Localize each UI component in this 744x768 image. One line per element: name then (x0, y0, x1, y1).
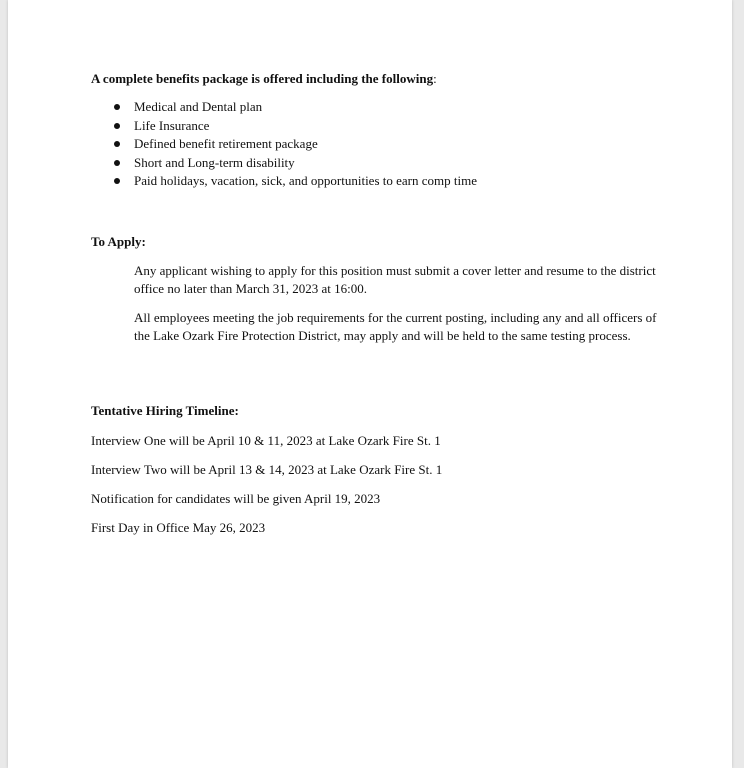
benefits-heading-text: A complete benefits package is offered including the following (91, 71, 434, 86)
apply-paragraph-deadline: Any applicant wishing to apply for this position must submit a cover letter and resume to the district office no later than March 31, 2023 at 16:00. (134, 263, 656, 296)
benefit-item: Paid holidays, vacation, sick, and opportunities to earn comp time (110, 172, 477, 191)
benefits-list (110, 98, 477, 191)
timeline-item-interview-one: Interview One will be April 10 & 11, 2023 at Lake Ozark Fire St. 1 (91, 433, 441, 448)
benefit-item: Life Insurance (110, 117, 477, 136)
timeline-item-notification: Notification for candidates will be given April 19, 2023 (91, 491, 381, 506)
timeline-heading: Tentative Hiring Timeline: (91, 403, 239, 418)
benefit-item: Short and Long-term disability (110, 154, 477, 173)
timeline-item-interview-two: Interview Two will be April 13 & 14, 2023 at Lake Ozark Fire St. 1 (91, 462, 443, 477)
document-page (8, 0, 732, 768)
apply-paragraph-eligibility: All employees meeting the job requirements for the current posting, including any and all officers of the Lake Ozark Fire Protection District, may apply and will be held to the same testing process. (134, 310, 657, 343)
benefits-heading (91, 70, 437, 88)
benefit-item: Defined benefit retirement package (110, 135, 477, 154)
apply-heading: To Apply: (91, 234, 146, 249)
benefit-item: Medical and Dental plan (110, 98, 477, 117)
benefits-heading-colon: : (433, 71, 437, 86)
timeline-item-first-day: First Day in Office May 26, 2023 (91, 520, 266, 535)
